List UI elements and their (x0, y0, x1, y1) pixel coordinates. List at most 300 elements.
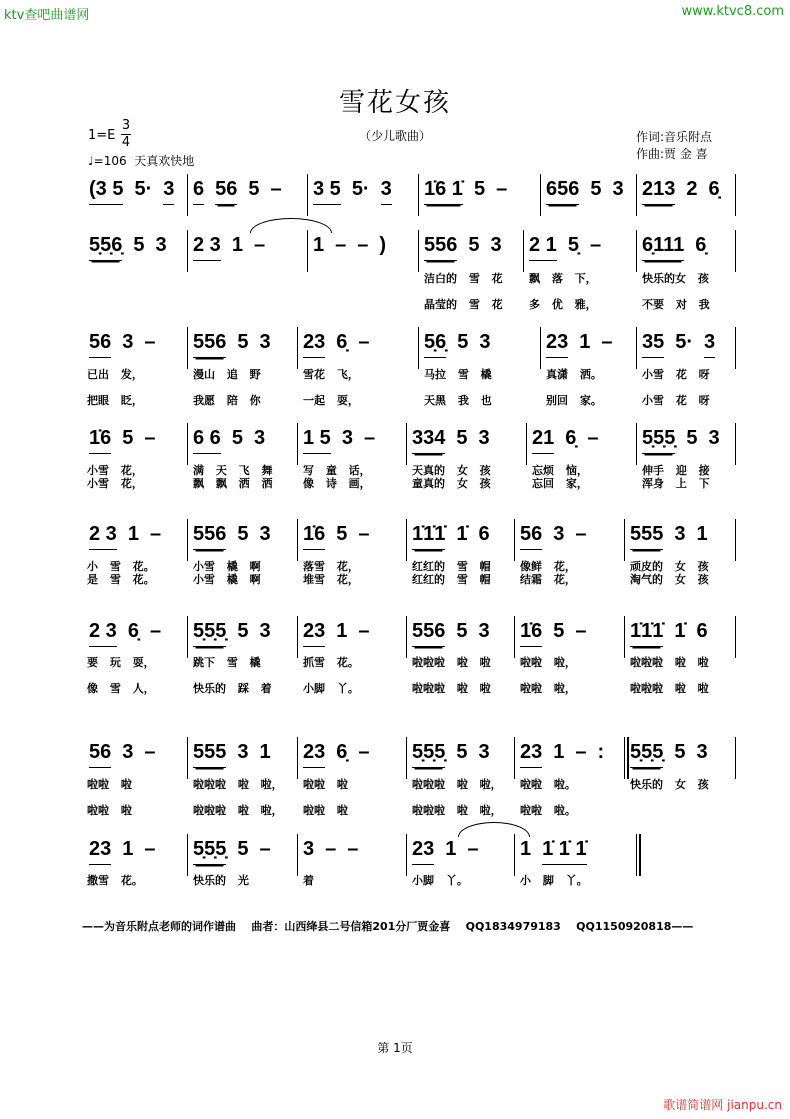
barline (514, 834, 515, 876)
measure (89, 523, 161, 550)
site-logo: 歌谱简谱网 jianpu.cn (663, 1098, 782, 1112)
note: 556 (193, 331, 226, 358)
lyric-line: 忘烦 恼， (532, 464, 588, 477)
lyric-line: 童真的 女 孩 (412, 477, 491, 490)
note: 3 (122, 741, 134, 763)
note: 2 1 (529, 234, 557, 261)
note: 2 3 (89, 523, 117, 550)
measure (412, 523, 490, 550)
barline (418, 174, 419, 216)
note: 3 (478, 741, 490, 763)
barline (735, 327, 736, 369)
note: 556 (193, 523, 226, 550)
measure (532, 427, 599, 454)
note: 23 (303, 331, 325, 358)
note: – (575, 620, 587, 642)
note: 1̇6 1̇ (424, 178, 463, 205)
measure (303, 620, 370, 647)
note: 23 (412, 838, 434, 865)
barline (523, 230, 524, 272)
measure (303, 427, 375, 454)
lyric-line: 啦啦啦 啦 啦 (412, 656, 491, 669)
note: 1 (553, 741, 565, 763)
lyric-line: 小雪 花， (87, 477, 143, 490)
note: 5̣5̣6̣ (89, 234, 122, 261)
lyric-line: 小雪 花 呀 (642, 368, 710, 381)
lyric-line: 跳下 雪 橇 (193, 656, 261, 669)
measure (89, 838, 156, 865)
barline (187, 327, 188, 369)
watermark-right: www.ktvc8.com (681, 4, 784, 19)
note: 56 (215, 178, 237, 205)
note: 5 (686, 427, 698, 449)
measure (303, 838, 358, 864)
lyric-line: 红红的 雪 帽 (412, 573, 491, 586)
lyric-line: 飘 飘 洒 洒 (193, 477, 273, 490)
ts-top: 3 (121, 118, 131, 133)
lyric-line: 啦啦啦 啦 啦， (193, 778, 283, 791)
barline (636, 423, 637, 465)
note: (3 5 (89, 178, 123, 205)
measure (303, 741, 370, 768)
lyric-line: 小雪 橇 啊 (193, 573, 261, 586)
note: 5̣ (567, 234, 579, 256)
note: 5 (248, 178, 260, 200)
note: 3 (163, 178, 174, 205)
lyric-line: 小 雪 花。 (87, 560, 155, 573)
barline (297, 616, 298, 658)
barline (187, 834, 188, 876)
note: 5 (237, 838, 249, 860)
lyric-line: 小雪 橇 啊 (193, 560, 261, 573)
note: 23 (89, 838, 111, 865)
barline (540, 174, 541, 216)
note: 6 (696, 620, 708, 642)
lyric-line: 着 (303, 874, 314, 887)
barline (307, 230, 308, 272)
barline (406, 616, 407, 658)
lyric-line: 快乐的 踩 着 (193, 682, 272, 695)
lyric-line: 顽皮的 女 孩 (630, 560, 709, 573)
note: 3 (341, 427, 353, 449)
lyric-line: 淘气的 女 孩 (630, 573, 709, 586)
note: – (358, 620, 370, 642)
barline (406, 737, 407, 779)
lyric-line: 快乐的 女 孩 (630, 778, 709, 791)
measure (89, 427, 156, 454)
note: 6̣ (565, 427, 577, 449)
barline (514, 616, 515, 658)
lyric-line: 已出 发， (87, 368, 143, 381)
note: 3 (490, 234, 502, 256)
lyric-line: 小脚 丫。 (412, 874, 468, 887)
note: 6̣ (336, 741, 348, 763)
barline (636, 327, 637, 369)
barline (418, 327, 419, 369)
lyric-line: 结霜 花， (520, 573, 576, 586)
note: 1 (445, 838, 457, 860)
note: 3 (259, 523, 271, 545)
note: 5̣6̣ (424, 331, 446, 358)
note: 1̇1̇1̇ (412, 523, 445, 550)
lyric-line: 啦啦啦 啦 啦， (193, 804, 283, 817)
measure (89, 178, 174, 205)
note: 23 (303, 620, 325, 647)
note: 3 (381, 178, 392, 205)
note: 56 (89, 331, 111, 358)
note: 5 (336, 523, 348, 545)
note: 3 (704, 331, 715, 358)
measure (89, 620, 161, 647)
key-signature: 1=E (88, 128, 116, 143)
lyric-line: 小雪 花， (87, 464, 143, 477)
note: 23 (303, 741, 325, 768)
barline (297, 327, 298, 369)
note: 6 6 (193, 427, 221, 454)
note: 5 (468, 234, 480, 256)
note: 6̣111 (642, 234, 684, 261)
note: 1̇ (674, 620, 686, 642)
barline (735, 519, 736, 561)
song-subtitle: （少儿歌曲） (358, 129, 431, 143)
note: – (467, 838, 479, 860)
note: 1̇6 (303, 523, 325, 550)
note: 555 (630, 523, 663, 550)
note: 23 (546, 331, 568, 358)
note: – (587, 427, 599, 449)
measure (412, 838, 479, 865)
note: 21 (532, 427, 554, 454)
note: 3 (612, 178, 624, 200)
lyric-line: 啦啦 啦 (87, 778, 132, 791)
barline (187, 519, 188, 561)
measure (193, 331, 271, 358)
barline (735, 737, 736, 779)
lyric-line: 撒雪 花。 (87, 874, 143, 887)
barline (297, 834, 298, 876)
barline (187, 230, 188, 272)
ts-bottom: 4 (121, 135, 131, 150)
barline (735, 230, 736, 272)
measure (193, 427, 265, 454)
measure (303, 331, 370, 358)
lyric-line: 忘回 家， (532, 477, 588, 490)
note: – (601, 331, 613, 353)
composer: 作曲:贾 金 喜 (636, 147, 708, 161)
measure (193, 620, 271, 647)
lyric-line: 雪花 飞， (303, 368, 359, 381)
note: 1 (259, 741, 271, 763)
measure (313, 234, 386, 260)
note: – (357, 234, 369, 256)
lyric-line: 小雪 花 呀 (642, 394, 710, 407)
note: – (270, 178, 282, 200)
lyric-line: 啦啦啦 啦 啦 (412, 682, 491, 695)
lyric-line: 啦啦啦 啦 啦 (630, 656, 709, 669)
note: 1 (127, 523, 139, 545)
note: 3 (479, 331, 491, 353)
measure (642, 234, 706, 261)
footer-note: ——为音乐附点老师的词作谱曲 曲者：山西绛县二号信箱201分厂贾金喜 QQ1834979183 QQ1150920818—— (82, 920, 694, 933)
lyric-line: 啦啦 啦， (520, 682, 576, 695)
note: – (325, 838, 337, 860)
barline (624, 519, 625, 561)
measure (412, 427, 490, 454)
note: 213 (642, 178, 675, 205)
barline (406, 423, 407, 465)
note: 6̣ (336, 331, 348, 353)
measure (412, 741, 490, 768)
measure (630, 523, 708, 550)
note: 5· (675, 331, 694, 353)
note: 3 (303, 838, 315, 860)
lyric-line: 洁白的 雪 花 (424, 272, 503, 285)
note: 1 (336, 620, 348, 642)
lyric-line: 像 诗 画， (303, 477, 371, 490)
note: 3 (553, 523, 565, 545)
note: 5 (237, 523, 249, 545)
note: 5 (237, 620, 249, 642)
barline (526, 423, 527, 465)
note: 556 (424, 234, 457, 261)
measure (642, 178, 720, 205)
barline (735, 423, 736, 465)
note: 5 (590, 178, 602, 200)
note: ) (379, 234, 387, 256)
note: 1 (231, 234, 243, 256)
lyric-line: 我愿 陪 你 (193, 394, 261, 407)
note: 56 (520, 523, 542, 550)
measure (529, 234, 601, 261)
measure (193, 838, 271, 865)
note: 3 (708, 427, 720, 449)
lyric-line: 像鲜 花， (520, 560, 576, 573)
note: 2 (686, 178, 698, 200)
barline (540, 327, 541, 369)
measure (520, 741, 604, 768)
measure (630, 741, 708, 768)
lyricist: 作词:音乐附点 (636, 130, 713, 144)
note: 3 (253, 427, 266, 449)
barline (406, 519, 407, 561)
measure (424, 331, 491, 358)
lyric-line: 晶莹的 雪 花 (424, 298, 503, 311)
note: 656 (546, 178, 579, 205)
note: 556 (412, 620, 445, 647)
lyric-line: 写 童 话， (303, 464, 371, 477)
barline (624, 737, 629, 779)
note: 5 (456, 620, 468, 642)
measure (313, 178, 392, 205)
lyric-line: 啦啦 啦 (303, 804, 348, 817)
note: 6̣ (127, 620, 139, 642)
barline (735, 174, 736, 216)
note: – (589, 234, 602, 256)
note: – (335, 234, 347, 256)
lyric-line: 要 玩 耍， (87, 656, 155, 669)
measure (520, 523, 587, 550)
note: 35 (642, 331, 664, 358)
note: 1̇ (456, 523, 468, 545)
page-number: 第 1页 (377, 1041, 413, 1055)
lyric-line: 飘 落 下， (529, 272, 597, 285)
note: – (575, 741, 587, 763)
lyric-line: 堆雪 花， (303, 573, 359, 586)
watermark-left: ktv查吧曲谱网 (4, 8, 90, 23)
note: – (358, 331, 370, 353)
barline (406, 834, 407, 876)
lyric-line: 马拉 雪 橇 (424, 368, 492, 381)
barline (418, 230, 419, 272)
lyric-line: 漫山 追 野 (193, 368, 261, 381)
note: 5 (674, 741, 686, 763)
note: 5· (134, 178, 153, 200)
lyric-line: 啦啦 啦 (87, 804, 132, 817)
note: 5̣5̣5̣ (412, 741, 445, 768)
note: 3 (259, 620, 271, 642)
measure (89, 331, 156, 358)
measure (303, 523, 370, 550)
note: 5· (351, 178, 370, 200)
lyric-line: 小 脚 丫。 (520, 874, 588, 887)
lyric-line: 啦啦啦 啦 啦， (412, 804, 502, 817)
note: – (144, 331, 156, 353)
barline (636, 834, 641, 876)
note: 3 (122, 331, 134, 353)
note: – (144, 838, 156, 860)
note: 3 (478, 427, 490, 449)
barline (297, 737, 298, 779)
note: – (358, 523, 370, 545)
barline (735, 616, 736, 658)
measure (193, 178, 282, 205)
note: – (149, 523, 162, 545)
note: 5 (133, 234, 145, 256)
note: 56 (89, 741, 111, 768)
note: 1̇6 (89, 427, 111, 454)
lyric-line: 浑身 上 下 (642, 477, 710, 490)
note: 5 (473, 178, 486, 200)
note: 5 (456, 427, 468, 449)
lyric-line: 天黑 我 也 (424, 394, 492, 407)
note: – (253, 234, 266, 256)
note: 5̣5̣5̣ (193, 838, 226, 865)
note: 334 (412, 427, 445, 454)
barline (187, 423, 188, 465)
lyric-line: 小脚 丫。 (303, 682, 359, 695)
tie-slur (458, 822, 530, 837)
measure (642, 331, 715, 358)
note: 3 (237, 741, 249, 763)
note: 3 5 (313, 178, 341, 205)
barline (636, 174, 637, 216)
lyric-line: 啦啦 啦。 (520, 804, 576, 817)
lyric-line: 啦啦 啦 (303, 778, 348, 791)
barline (187, 616, 188, 658)
lyric-line: 抓雪 花。 (303, 656, 359, 669)
note: 6 (478, 523, 490, 545)
note: 23 (520, 741, 542, 768)
song-title: 雪花女孩 (338, 88, 451, 118)
note: 3 (478, 620, 490, 642)
note: 5 (237, 331, 249, 353)
note: : (597, 741, 605, 763)
barline (307, 174, 308, 216)
note: 5 (553, 620, 565, 642)
barline (187, 737, 188, 779)
note: 1 (122, 838, 134, 860)
lyric-line: 一起 耍， (303, 394, 359, 407)
barline (297, 519, 298, 561)
lyric-line: 像 雪 人， (87, 682, 155, 695)
note: 1 5 (303, 427, 331, 454)
tempo-marking (88, 152, 194, 169)
note: – (144, 741, 156, 763)
measure (424, 234, 502, 261)
measure (193, 523, 271, 550)
note: 1 (579, 331, 591, 353)
note: – (496, 178, 508, 200)
note: 5̣5̣5̣ (642, 427, 675, 454)
note: – (575, 523, 587, 545)
barline (297, 423, 298, 465)
lyric-line: 不要 对 我 (642, 298, 710, 311)
note: – (149, 620, 162, 642)
note: 3 (696, 741, 708, 763)
expression: 天真欢快地 (134, 154, 195, 168)
lyric-line: 啦啦啦 啦 啦 (630, 682, 709, 695)
lyric-line: 把眼 眨， (87, 394, 143, 407)
lyric-line: 别回 家。 (546, 394, 602, 407)
note: 5̣5̣5̣ (630, 741, 663, 768)
note: 1 (520, 838, 532, 860)
note: 6̣ (695, 234, 707, 256)
note: – (363, 427, 376, 449)
lyric-line: 红红的 雪 帽 (412, 560, 491, 573)
measure (630, 620, 708, 647)
note: 1 (696, 523, 708, 545)
note: 5 (122, 427, 134, 449)
measure (412, 620, 490, 647)
note: 5 (231, 427, 243, 449)
lyric-line: 落雪 花， (303, 560, 359, 573)
note: 1̇ 1̇ 1̇ (542, 838, 586, 865)
note: 5 (456, 741, 468, 763)
note: 1̇6 (520, 620, 542, 647)
barline (624, 616, 625, 658)
barline (187, 174, 188, 216)
lyric-line: 是 雪 花。 (87, 573, 155, 586)
lyric-line: 多 优 雅， (529, 298, 597, 311)
note: 3 (259, 331, 271, 353)
lyric-line: 啦啦 啦。 (520, 778, 576, 791)
tempo: ♩=106 (88, 154, 127, 168)
note: 6 (193, 178, 204, 205)
note: 5 (457, 331, 469, 353)
lyric-line: 快乐的女 孩 (642, 272, 709, 285)
measure (89, 234, 167, 261)
lyric-line: 啦啦 啦， (520, 656, 576, 669)
lyric-line: 天真的 女 孩 (412, 464, 491, 477)
measure (193, 234, 265, 261)
measure (89, 741, 156, 768)
lyric-line: 真潇 洒。 (546, 368, 602, 381)
note: 3 (674, 523, 686, 545)
measure (520, 620, 587, 647)
note: 3 (155, 234, 167, 256)
measure (546, 331, 613, 358)
note: – (358, 741, 370, 763)
